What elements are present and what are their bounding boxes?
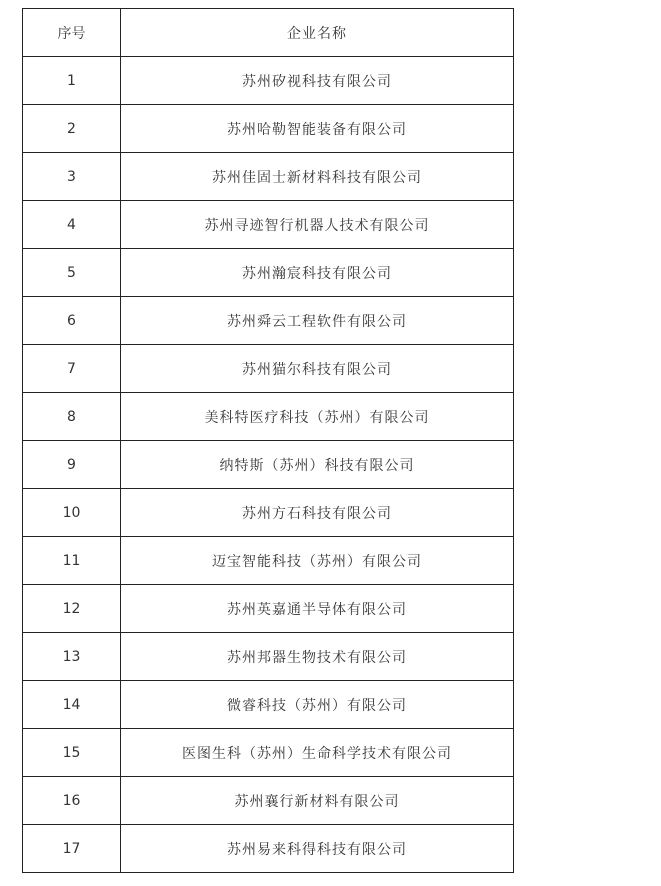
row-company-name: 苏州舜云工程软件有限公司 [121, 297, 514, 345]
row-company-name: 苏州襄行新材料有限公司 [121, 777, 514, 825]
row-index: 5 [23, 249, 121, 297]
row-index: 14 [23, 681, 121, 729]
table-row [23, 681, 514, 729]
header-company-name: 企业名称 [121, 9, 514, 57]
company-table [22, 8, 514, 873]
row-company-name: 苏州易来科得科技有限公司 [121, 825, 514, 873]
table-row [23, 105, 514, 153]
row-company-name: 苏州方石科技有限公司 [121, 489, 514, 537]
row-company-name: 微睿科技（苏州）有限公司 [121, 681, 514, 729]
table-row [23, 57, 514, 105]
row-company-name: 苏州英嘉通半导体有限公司 [121, 585, 514, 633]
row-index: 1 [23, 57, 121, 105]
table-header-row [23, 9, 514, 57]
row-index: 8 [23, 393, 121, 441]
row-index: 16 [23, 777, 121, 825]
table-row [23, 249, 514, 297]
table-row [23, 393, 514, 441]
row-index: 12 [23, 585, 121, 633]
row-company-name: 迈宝智能科技（苏州）有限公司 [121, 537, 514, 585]
row-index: 6 [23, 297, 121, 345]
table-row [23, 777, 514, 825]
row-company-name: 苏州邦器生物技术有限公司 [121, 633, 514, 681]
table-row [23, 633, 514, 681]
table-row [23, 585, 514, 633]
row-index: 17 [23, 825, 121, 873]
row-index: 10 [23, 489, 121, 537]
table-row [23, 201, 514, 249]
company-list-sheet [22, 8, 513, 873]
table-body [23, 9, 514, 873]
row-index: 3 [23, 153, 121, 201]
header-index: 序号 [23, 9, 121, 57]
row-company-name: 苏州哈勒智能装备有限公司 [121, 105, 514, 153]
table-row [23, 537, 514, 585]
row-company-name: 苏州矽视科技有限公司 [121, 57, 514, 105]
row-company-name: 苏州猫尔科技有限公司 [121, 345, 514, 393]
row-company-name: 苏州佳固士新材料科技有限公司 [121, 153, 514, 201]
row-index: 7 [23, 345, 121, 393]
row-index: 11 [23, 537, 121, 585]
row-company-name: 美科特医疗科技（苏州）有限公司 [121, 393, 514, 441]
row-index: 9 [23, 441, 121, 489]
row-index: 13 [23, 633, 121, 681]
table-row [23, 153, 514, 201]
row-company-name: 苏州寻迹智行机器人技术有限公司 [121, 201, 514, 249]
table-row [23, 345, 514, 393]
row-company-name: 苏州瀚宸科技有限公司 [121, 249, 514, 297]
table-row [23, 441, 514, 489]
table-row [23, 729, 514, 777]
row-index: 15 [23, 729, 121, 777]
row-company-name: 纳特斯（苏州）科技有限公司 [121, 441, 514, 489]
table-row [23, 297, 514, 345]
table-row [23, 825, 514, 873]
row-company-name: 医图生科（苏州）生命科学技术有限公司 [121, 729, 514, 777]
table-row [23, 489, 514, 537]
row-index: 4 [23, 201, 121, 249]
row-index: 2 [23, 105, 121, 153]
